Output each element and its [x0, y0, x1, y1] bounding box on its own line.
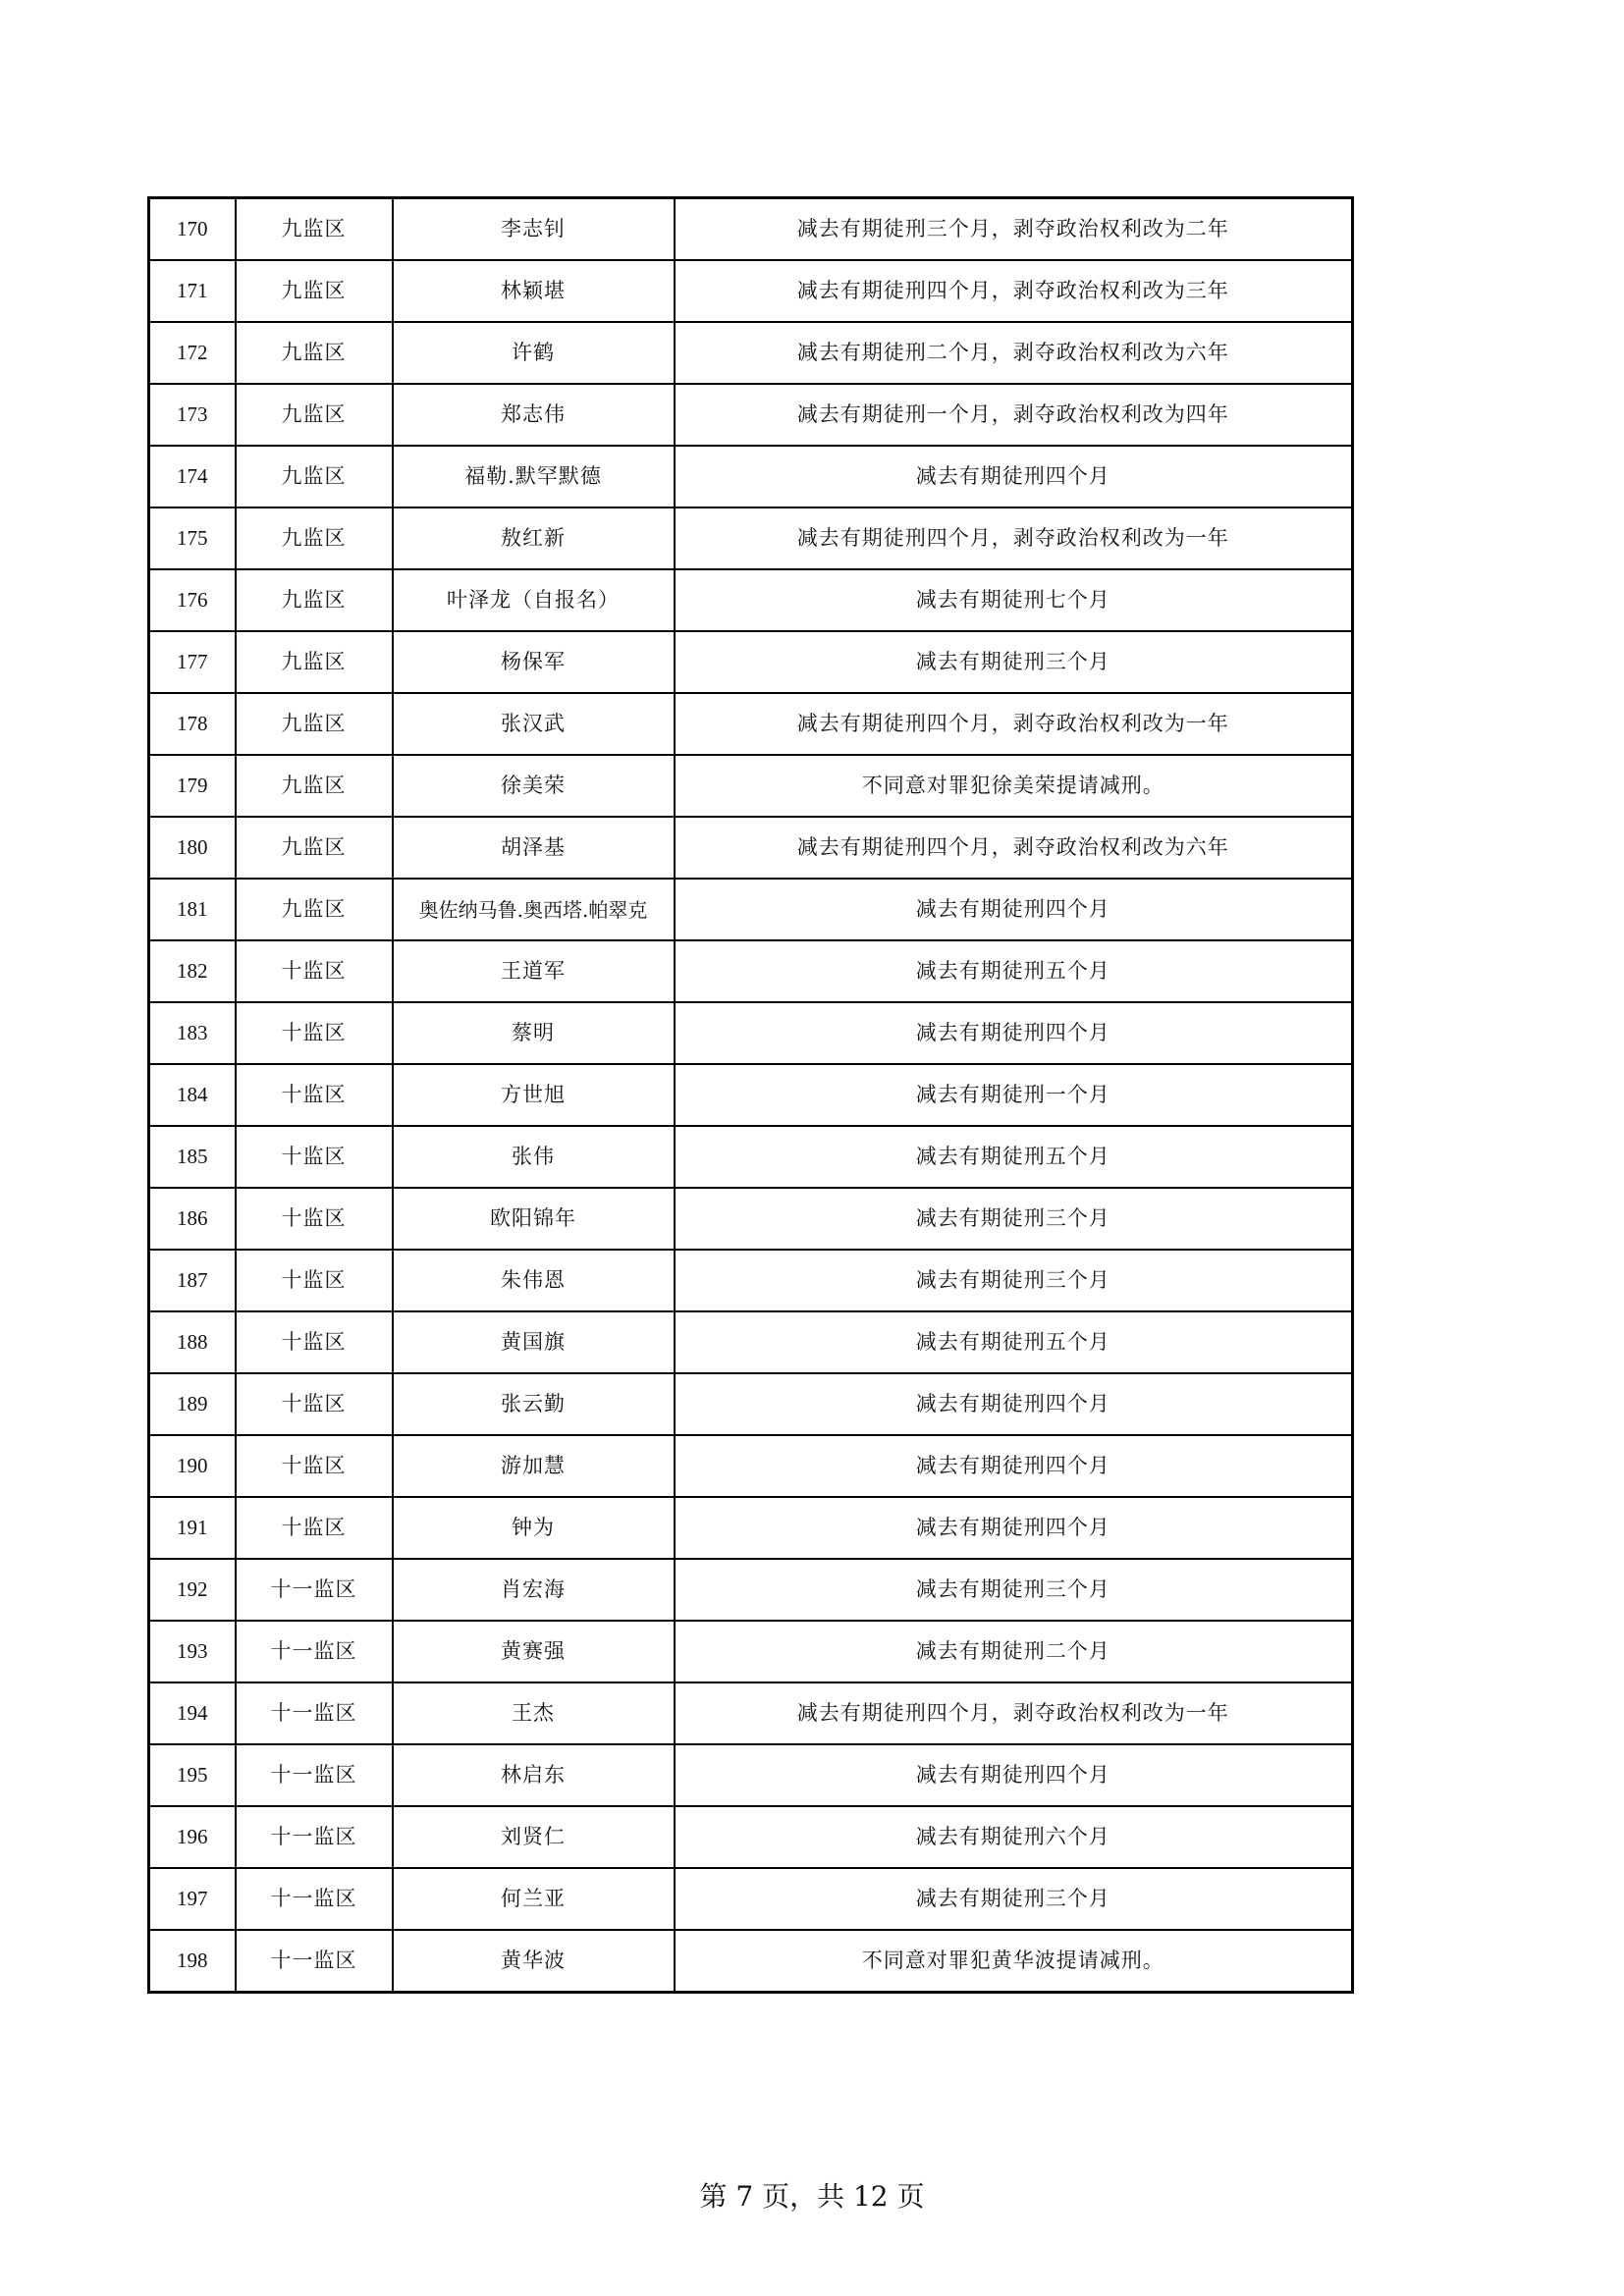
- ruling-cell: 减去有期徒刑四个月，剥夺政治权利改为一年: [675, 507, 1353, 569]
- inmate-name-cell: 黄国旗: [393, 1311, 675, 1373]
- ward-cell: 十一监区: [236, 1744, 393, 1806]
- ward-cell: 十监区: [236, 1064, 393, 1126]
- row-number-cell: 170: [149, 198, 236, 261]
- row-number-cell: 193: [149, 1621, 236, 1682]
- ward-cell: 十监区: [236, 1435, 393, 1497]
- inmate-name-cell: 林启东: [393, 1744, 675, 1806]
- ruling-cell: 减去有期徒刑一个月，剥夺政治权利改为四年: [675, 384, 1353, 446]
- table-row: [149, 260, 1353, 322]
- ward-cell: 九监区: [236, 631, 393, 693]
- row-number-cell: 188: [149, 1311, 236, 1373]
- ruling-cell: 减去有期徒刑四个月: [675, 1744, 1353, 1806]
- ward-cell: 九监区: [236, 879, 393, 940]
- ruling-cell: 减去有期徒刑四个月: [675, 1002, 1353, 1064]
- inmate-name-cell: 张伟: [393, 1126, 675, 1188]
- table-row: [149, 755, 1353, 817]
- table-row: [149, 1002, 1353, 1064]
- ruling-cell: 减去有期徒刑七个月: [675, 569, 1353, 631]
- row-number-cell: 194: [149, 1682, 236, 1744]
- ward-cell: 九监区: [236, 693, 393, 755]
- row-number-cell: 183: [149, 1002, 236, 1064]
- table-row: [149, 322, 1353, 384]
- row-number-cell: 175: [149, 507, 236, 569]
- row-number-cell: 176: [149, 569, 236, 631]
- row-number-cell: 191: [149, 1497, 236, 1559]
- row-number-cell: 198: [149, 1930, 236, 1993]
- table-row: [149, 1188, 1353, 1250]
- table-row: [149, 1806, 1353, 1868]
- row-number-cell: 196: [149, 1806, 236, 1868]
- table-row: [149, 1126, 1353, 1188]
- ruling-cell: 减去有期徒刑四个月: [675, 446, 1353, 507]
- inmate-name-cell: 郑志伟: [393, 384, 675, 446]
- row-number-cell: 192: [149, 1559, 236, 1621]
- ward-cell: 十监区: [236, 1373, 393, 1435]
- ward-cell: 十监区: [236, 1311, 393, 1373]
- ward-cell: 九监区: [236, 446, 393, 507]
- ward-cell: 九监区: [236, 198, 393, 261]
- ward-cell: 十监区: [236, 1126, 393, 1188]
- ruling-cell: 减去有期徒刑三个月: [675, 631, 1353, 693]
- ruling-cell: 减去有期徒刑二个月，剥夺政治权利改为六年: [675, 322, 1353, 384]
- ruling-cell: 减去有期徒刑四个月: [675, 1435, 1353, 1497]
- page-footer: [0, 2175, 1624, 2215]
- table-row: [149, 507, 1353, 569]
- ward-cell: 九监区: [236, 569, 393, 631]
- table-row: [149, 1435, 1353, 1497]
- table-row: [149, 446, 1353, 507]
- ruling-cell: 减去有期徒刑四个月: [675, 879, 1353, 940]
- row-number-cell: 184: [149, 1064, 236, 1126]
- row-number-cell: 172: [149, 322, 236, 384]
- row-number-cell: 197: [149, 1868, 236, 1930]
- table-row: [149, 1497, 1353, 1559]
- row-number-cell: 195: [149, 1744, 236, 1806]
- ruling-cell: 减去有期徒刑三个月: [675, 1868, 1353, 1930]
- ward-cell: 十监区: [236, 1188, 393, 1250]
- inmate-name-cell: 朱伟恩: [393, 1250, 675, 1311]
- table-row: [149, 1744, 1353, 1806]
- table-row: [149, 693, 1353, 755]
- ruling-cell: 减去有期徒刑二个月: [675, 1621, 1353, 1682]
- table-row: [149, 631, 1353, 693]
- row-number-cell: 187: [149, 1250, 236, 1311]
- inmate-name-cell: 刘贤仁: [393, 1806, 675, 1868]
- row-number-cell: 185: [149, 1126, 236, 1188]
- ward-cell: 九监区: [236, 260, 393, 322]
- row-number-cell: 179: [149, 755, 236, 817]
- inmate-name-cell: 李志钊: [393, 198, 675, 261]
- row-number-cell: 190: [149, 1435, 236, 1497]
- row-number-cell: 178: [149, 693, 236, 755]
- inmate-name-cell: 蔡明: [393, 1002, 675, 1064]
- table-row: [149, 569, 1353, 631]
- ward-cell: 九监区: [236, 507, 393, 569]
- table-row: [149, 384, 1353, 446]
- ward-cell: 九监区: [236, 384, 393, 446]
- row-number-cell: 180: [149, 817, 236, 879]
- inmate-name-cell: 胡泽基: [393, 817, 675, 879]
- ruling-cell: 减去有期徒刑四个月: [675, 1497, 1353, 1559]
- table-row: [149, 198, 1353, 261]
- inmate-name-cell: 黄华波: [393, 1930, 675, 1993]
- ward-cell: 十一监区: [236, 1559, 393, 1621]
- table-row: [149, 1064, 1353, 1126]
- ruling-cell: 减去有期徒刑四个月: [675, 1373, 1353, 1435]
- inmate-name-cell: 欧阳锦年: [393, 1188, 675, 1250]
- table-row: [149, 1868, 1353, 1930]
- ward-cell: 十一监区: [236, 1621, 393, 1682]
- table-row: [149, 817, 1353, 879]
- inmate-name-cell: 许鹤: [393, 322, 675, 384]
- ward-cell: 十一监区: [236, 1806, 393, 1868]
- ruling-cell: 减去有期徒刑三个月: [675, 1559, 1353, 1621]
- ward-cell: 十监区: [236, 940, 393, 1002]
- ruling-cell: 减去有期徒刑五个月: [675, 1311, 1353, 1373]
- ruling-cell: 减去有期徒刑六个月: [675, 1806, 1353, 1868]
- table-row: [149, 1250, 1353, 1311]
- row-number-cell: 173: [149, 384, 236, 446]
- ruling-cell: 减去有期徒刑三个月: [675, 1188, 1353, 1250]
- table-row: [149, 879, 1353, 940]
- table-row: [149, 1930, 1353, 1993]
- page-number-text: 第 7 页，共 12 页: [699, 2180, 925, 2213]
- inmate-name-cell: 林颖堪: [393, 260, 675, 322]
- ward-cell: 九监区: [236, 817, 393, 879]
- ruling-cell: 减去有期徒刑四个月，剥夺政治权利改为一年: [675, 693, 1353, 755]
- ward-cell: 十监区: [236, 1250, 393, 1311]
- row-number-cell: 177: [149, 631, 236, 693]
- inmate-name-cell: 方世旭: [393, 1064, 675, 1126]
- inmate-name-cell: 王杰: [393, 1682, 675, 1744]
- inmate-name-cell: 王道军: [393, 940, 675, 1002]
- ward-cell: 九监区: [236, 322, 393, 384]
- table-row: [149, 940, 1353, 1002]
- inmate-name-cell: 钟为: [393, 1497, 675, 1559]
- inmate-name-cell: 游加慧: [393, 1435, 675, 1497]
- inmate-name-cell: 何兰亚: [393, 1868, 675, 1930]
- ruling-cell: 减去有期徒刑三个月，剥夺政治权利改为二年: [675, 198, 1353, 261]
- inmate-name-cell: 敖红新: [393, 507, 675, 569]
- row-number-cell: 181: [149, 879, 236, 940]
- roster-body: [149, 198, 1353, 1993]
- ward-cell: 十一监区: [236, 1930, 393, 1993]
- inmate-name-cell: 张汉武: [393, 693, 675, 755]
- ruling-cell: 减去有期徒刑三个月: [675, 1250, 1353, 1311]
- ward-cell: 十监区: [236, 1497, 393, 1559]
- table-row: [149, 1373, 1353, 1435]
- ruling-cell: 减去有期徒刑四个月，剥夺政治权利改为一年: [675, 1682, 1353, 1744]
- inmate-name-cell: 杨保军: [393, 631, 675, 693]
- ward-cell: 十监区: [236, 1002, 393, 1064]
- ward-cell: 十一监区: [236, 1868, 393, 1930]
- ruling-cell: 不同意对罪犯徐美荣提请减刑。: [675, 755, 1353, 817]
- ruling-cell: 减去有期徒刑四个月，剥夺政治权利改为三年: [675, 260, 1353, 322]
- ward-cell: 十一监区: [236, 1682, 393, 1744]
- row-number-cell: 186: [149, 1188, 236, 1250]
- ruling-cell: 减去有期徒刑四个月，剥夺政治权利改为六年: [675, 817, 1353, 879]
- row-number-cell: 171: [149, 260, 236, 322]
- inmate-name-cell: 奥佐纳马鲁.奥西塔.帕翠克: [393, 879, 675, 940]
- inmate-name-cell: 肖宏海: [393, 1559, 675, 1621]
- row-number-cell: 189: [149, 1373, 236, 1435]
- ward-cell: 九监区: [236, 755, 393, 817]
- roster-table: [147, 196, 1354, 1994]
- ruling-cell: 不同意对罪犯黄华波提请减刑。: [675, 1930, 1353, 1993]
- inmate-name-cell: 张云勤: [393, 1373, 675, 1435]
- row-number-cell: 182: [149, 940, 236, 1002]
- ruling-cell: 减去有期徒刑五个月: [675, 940, 1353, 1002]
- table-row: [149, 1559, 1353, 1621]
- inmate-name-cell: 叶泽龙（自报名）: [393, 569, 675, 631]
- table-row: [149, 1621, 1353, 1682]
- ruling-cell: 减去有期徒刑五个月: [675, 1126, 1353, 1188]
- inmate-name-cell: 徐美荣: [393, 755, 675, 817]
- row-number-cell: 174: [149, 446, 236, 507]
- table-row: [149, 1682, 1353, 1744]
- inmate-name-cell: 黄赛强: [393, 1621, 675, 1682]
- ruling-cell: 减去有期徒刑一个月: [675, 1064, 1353, 1126]
- inmate-name-cell: 福勒.默罕默德: [393, 446, 675, 507]
- table-row: [149, 1311, 1353, 1373]
